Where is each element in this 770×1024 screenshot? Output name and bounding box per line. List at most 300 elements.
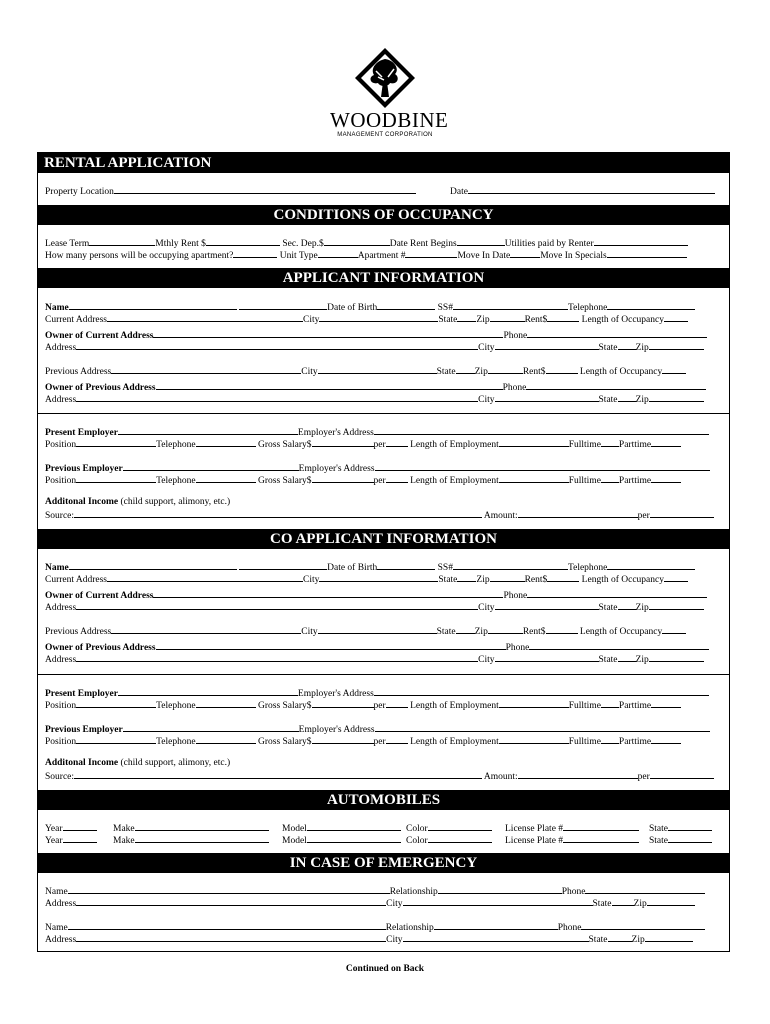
state-field[interactable]	[457, 312, 476, 322]
fulltime-label: Fulltime	[568, 737, 601, 747]
employers-address-field[interactable]	[374, 686, 709, 696]
city-field[interactable]	[318, 624, 437, 634]
model-field[interactable]	[307, 821, 401, 831]
city-field[interactable]	[495, 340, 599, 350]
per-label: per	[637, 772, 650, 782]
per-label: per	[373, 440, 386, 450]
fulltime-label: Fulltime	[568, 440, 601, 450]
gross-salary-field[interactable]	[312, 734, 374, 744]
fulltime-field[interactable]	[601, 437, 619, 447]
telephone-field[interactable]	[196, 698, 256, 708]
city-label: City	[303, 575, 320, 585]
utilities-label: Utilities paid by Renter	[504, 239, 594, 249]
additional-income-label: Additonal Income	[45, 497, 119, 507]
make-field[interactable]	[135, 833, 269, 843]
city-field[interactable]	[495, 392, 599, 402]
zip-label: Zip	[635, 343, 649, 353]
zip-label: Zip	[474, 367, 488, 377]
additional-income-label: Additonal Income	[45, 758, 119, 768]
city-label: City	[478, 343, 495, 353]
parttime-field[interactable]	[651, 734, 681, 744]
applicant-previous-address-row	[45, 364, 725, 378]
relationship-field[interactable]	[438, 884, 562, 894]
address-label: Address	[45, 899, 77, 909]
gross-salary-field[interactable]	[312, 437, 374, 447]
year-field[interactable]	[63, 821, 97, 831]
fulltime-field[interactable]	[601, 473, 619, 483]
emergency-title: IN CASE OF EMERGENCY	[289, 855, 478, 871]
gross-salary-label: Gross Salary$	[257, 476, 312, 486]
telephone-label: Telephone	[156, 701, 196, 711]
present-employer-field[interactable]	[118, 686, 298, 696]
additional-income-note: (child support, alimony, etc.)	[120, 497, 231, 507]
city-label: City	[301, 367, 318, 377]
previous-address-field[interactable]	[111, 364, 301, 374]
owner-previous-field[interactable]	[156, 380, 503, 390]
applicant-current-address-row	[45, 312, 725, 326]
telephone-label: Telephone	[156, 476, 196, 486]
length-occupancy-label: Length of Occupancy	[581, 315, 664, 325]
telephone-field[interactable]	[196, 734, 256, 744]
state-field[interactable]	[618, 392, 636, 402]
zip-label: Zip	[635, 603, 649, 613]
phone-label: Phone	[503, 331, 528, 341]
owner-current-field[interactable]	[153, 588, 503, 598]
length-occupancy-field[interactable]	[662, 624, 686, 634]
tree-emblem-icon	[354, 47, 416, 109]
rent-label: Rent$	[522, 367, 546, 377]
city-field[interactable]	[495, 600, 599, 610]
sec-dep-label: Sec. Dep.$	[282, 239, 324, 249]
per-field[interactable]	[386, 437, 408, 447]
state-field[interactable]	[618, 600, 636, 610]
zip-label: Zip	[474, 627, 488, 637]
coapplicant-previous-owner-address-row	[45, 652, 725, 666]
model-label: Model	[282, 824, 307, 834]
make-label: Make	[113, 836, 135, 846]
telephone-field[interactable]	[196, 437, 256, 447]
dob-label: Date of Birth	[327, 303, 378, 313]
owner-previous-label: Owner of Previous Address	[45, 383, 156, 393]
phone-label: Phone	[561, 887, 586, 897]
length-employment-field[interactable]	[499, 734, 569, 744]
date-rent-begins-label: Date Rent Begins	[389, 239, 457, 249]
utilities-field[interactable]	[594, 236, 688, 246]
length-occupancy-field[interactable]	[664, 312, 688, 322]
telephone-field[interactable]	[196, 473, 256, 483]
automobiles-title: AUTOMOBILES	[326, 792, 441, 808]
previous-address-label: Previous Address	[45, 627, 112, 637]
position-field[interactable]	[76, 473, 156, 483]
state-label: State	[598, 603, 618, 613]
conditions-row-2	[45, 248, 725, 262]
gross-salary-label: Gross Salary$	[257, 737, 312, 747]
relationship-field[interactable]	[434, 920, 558, 930]
zip-field[interactable]	[645, 932, 693, 942]
zip-field[interactable]	[490, 572, 525, 582]
state-label: State	[649, 824, 668, 834]
present-employer-field[interactable]	[118, 425, 298, 435]
rental-application-header	[38, 153, 729, 173]
emergency-2-address-row	[45, 932, 725, 946]
color-field[interactable]	[428, 821, 492, 831]
zip-label: Zip	[635, 395, 649, 405]
employers-address-field[interactable]	[375, 461, 710, 471]
length-employment-label: Length of Employment	[410, 476, 499, 486]
apartment-field[interactable]	[405, 248, 457, 258]
parttime-field[interactable]	[651, 437, 681, 447]
previous-employer-label: Previous Employer	[45, 464, 123, 474]
color-label: Color	[406, 836, 428, 846]
amount-field[interactable]	[518, 508, 638, 518]
state-field[interactable]	[456, 624, 475, 634]
gross-salary-label: Gross Salary$	[257, 440, 312, 450]
phone-label: Phone	[503, 591, 528, 601]
city-label: City	[478, 603, 495, 613]
license-plate-label: License Plate #	[505, 824, 564, 834]
rental-application-title: RENTAL APPLICATION	[44, 155, 212, 171]
state-field[interactable]	[457, 572, 476, 582]
employers-address-label: Employer's Address	[297, 689, 374, 699]
source-label: Source:	[45, 511, 75, 521]
position-field[interactable]	[76, 734, 156, 744]
telephone-label: Telephone	[567, 563, 608, 573]
property-location-field[interactable]	[114, 184, 416, 194]
company-logo	[330, 47, 449, 149]
applicant-previous-owner-address-row	[45, 392, 725, 406]
mthly-rent-label: Mthly Rent $	[155, 239, 206, 249]
city-field[interactable]	[403, 896, 593, 906]
state-field[interactable]	[608, 932, 632, 942]
section-divider	[38, 674, 729, 675]
date-rent-begins-field[interactable]	[457, 236, 505, 246]
position-label: Position	[45, 476, 77, 486]
fulltime-field[interactable]	[601, 698, 619, 708]
state-field[interactable]	[618, 652, 636, 662]
relationship-label: Relationship	[389, 887, 438, 897]
owner-previous-label: Owner of Previous Address	[45, 643, 156, 653]
state-label: State	[598, 395, 618, 405]
rent-field[interactable]	[546, 624, 578, 634]
name-field[interactable]	[68, 920, 386, 930]
move-in-specials-label: Move In Specials	[540, 251, 607, 261]
length-occupancy-label: Length of Occupancy	[581, 575, 664, 585]
applicant-additional-income-row	[45, 496, 725, 508]
rent-field[interactable]	[547, 572, 579, 582]
state-label: State	[598, 655, 618, 665]
parttime-label: Parttime	[618, 440, 652, 450]
how-many-field[interactable]	[233, 248, 277, 258]
address-field[interactable]	[76, 600, 478, 610]
name-field[interactable]	[69, 300, 237, 310]
section-divider	[38, 413, 729, 414]
source-label: Source:	[45, 772, 75, 782]
telephone-label: Telephone	[156, 737, 196, 747]
city-label: City	[303, 315, 320, 325]
ss-field[interactable]	[453, 560, 568, 570]
per-label: per	[373, 737, 386, 747]
color-field[interactable]	[428, 833, 492, 843]
parttime-field[interactable]	[651, 698, 681, 708]
state-label: State	[436, 367, 456, 377]
date-field[interactable]	[468, 184, 715, 194]
state-label: State	[588, 935, 608, 945]
previous-address-field[interactable]	[111, 624, 301, 634]
state-label: State	[592, 899, 612, 909]
zip-field[interactable]	[647, 896, 695, 906]
move-in-date-field[interactable]	[510, 248, 540, 258]
address-label: Address	[45, 655, 77, 665]
name-field[interactable]	[69, 560, 237, 570]
emergency-header	[38, 853, 729, 873]
length-occupancy-label: Length of Occupancy	[579, 627, 663, 637]
address-field[interactable]	[76, 896, 386, 906]
apartment-label: Apartment #	[357, 251, 406, 261]
phone-field[interactable]	[585, 884, 705, 894]
zip-label: Zip	[633, 899, 647, 909]
employers-address-label: Employer's Address	[297, 428, 374, 438]
fulltime-field[interactable]	[601, 734, 619, 744]
current-address-field[interactable]	[107, 312, 303, 322]
property-location-label: Property Location	[45, 187, 114, 197]
per-field[interactable]	[386, 473, 408, 483]
parttime-field[interactable]	[651, 473, 681, 483]
applicant-position-row	[45, 437, 725, 451]
automobiles-header	[38, 790, 729, 810]
state-field[interactable]	[456, 364, 475, 374]
dob-field[interactable]	[377, 300, 435, 310]
state-label: State	[649, 836, 668, 846]
previous-address-label: Previous Address	[45, 367, 112, 377]
state-label: State	[598, 343, 618, 353]
previous-employer-field[interactable]	[123, 461, 299, 471]
city-field[interactable]	[403, 932, 589, 942]
length-employment-field[interactable]	[499, 698, 569, 708]
state-field[interactable]	[612, 896, 634, 906]
employers-address-label: Employer's Address	[298, 464, 375, 474]
amount-label: Amount:	[483, 772, 518, 782]
color-label: Color	[406, 824, 428, 834]
address-label: Address	[45, 395, 77, 405]
source-field[interactable]	[74, 508, 482, 518]
phone-field[interactable]	[581, 920, 705, 930]
gross-salary-field[interactable]	[312, 698, 374, 708]
owner-current-field[interactable]	[153, 328, 503, 338]
city-field[interactable]	[319, 312, 438, 322]
parttime-label: Parttime	[618, 476, 652, 486]
amount-field[interactable]	[518, 769, 638, 779]
coapplicant-owner-address-row	[45, 600, 725, 614]
city-label: City	[478, 395, 495, 405]
phone-field[interactable]	[527, 588, 707, 598]
city-field[interactable]	[319, 572, 438, 582]
per-field[interactable]	[650, 508, 714, 518]
applicant-header	[38, 268, 729, 288]
make-label: Make	[113, 824, 135, 834]
length-occupancy-field[interactable]	[664, 572, 688, 582]
coapplicant-previous-position-row	[45, 734, 725, 748]
rent-label: Rent$	[524, 315, 548, 325]
position-label: Position	[45, 440, 77, 450]
year-label: Year	[45, 824, 63, 834]
rent-label: Rent$	[522, 627, 546, 637]
license-plate-field[interactable]	[563, 821, 639, 831]
telephone-field[interactable]	[607, 560, 695, 570]
dob-field[interactable]	[377, 560, 435, 570]
mthly-rent-field[interactable]	[206, 236, 280, 246]
per-label: per	[373, 476, 386, 486]
length-employment-field[interactable]	[499, 437, 569, 447]
make-field[interactable]	[135, 821, 269, 831]
telephone-field[interactable]	[607, 300, 695, 310]
current-address-label: Current Address	[45, 575, 108, 585]
rent-field[interactable]	[547, 312, 579, 322]
city-field[interactable]	[318, 364, 437, 374]
owner-previous-field[interactable]	[156, 640, 506, 650]
phone-label: Phone	[502, 383, 527, 393]
name-label: Name	[45, 887, 68, 897]
address-field[interactable]	[76, 340, 478, 350]
logo-subtitle: MANAGEMENT CORPORATION	[337, 132, 433, 138]
employers-address-field[interactable]	[374, 425, 709, 435]
relationship-label: Relationship	[385, 923, 434, 933]
applicant-owner-address-row	[45, 340, 725, 354]
zip-label: Zip	[476, 315, 490, 325]
unit-type-label: Unit Type	[279, 251, 318, 261]
fulltime-label: Fulltime	[568, 701, 601, 711]
state-field[interactable]	[618, 340, 636, 350]
coapplicant-title: CO APPLICANT INFORMATION	[270, 531, 497, 547]
rent-field[interactable]	[546, 364, 578, 374]
zip-field[interactable]	[649, 340, 704, 350]
zip-field[interactable]	[488, 364, 523, 374]
phone-label: Phone	[505, 643, 530, 653]
property-row	[45, 184, 725, 198]
zip-label: Zip	[631, 935, 645, 945]
move-in-specials-field[interactable]	[607, 248, 687, 258]
coapplicant-source-row	[45, 769, 725, 783]
coapplicant-position-row	[45, 698, 725, 712]
address-field[interactable]	[76, 392, 478, 402]
ss-label: SS#	[437, 303, 453, 313]
position-label: Position	[45, 701, 77, 711]
city-label: City	[386, 935, 403, 945]
coapplicant-additional-income-row	[45, 757, 725, 769]
current-address-label: Current Address	[45, 315, 108, 325]
ss-label: SS#	[437, 563, 453, 573]
current-address-field[interactable]	[107, 572, 303, 582]
length-employment-label: Length of Employment	[410, 701, 499, 711]
phone-field[interactable]	[527, 328, 707, 338]
logo-brand-text: WOODBINE	[330, 108, 449, 132]
city-label: City	[386, 899, 403, 909]
additional-income-note: (child support, alimony, etc.)	[120, 758, 231, 768]
zip-field[interactable]	[649, 600, 704, 610]
city-label: City	[478, 655, 495, 665]
state-label: State	[438, 575, 458, 585]
address-field[interactable]	[76, 652, 478, 662]
name-label: Name	[45, 923, 68, 933]
lease-term-field[interactable]	[89, 236, 155, 246]
position-field[interactable]	[76, 698, 156, 708]
state-field[interactable]	[668, 833, 712, 843]
per-label: per	[373, 701, 386, 711]
per-field[interactable]	[386, 698, 408, 708]
continued-on-back: Continued on Back	[345, 964, 425, 974]
year-field[interactable]	[63, 833, 97, 843]
employers-address-label: Employer's Address	[298, 725, 375, 735]
owner-current-label: Owner of Current Address	[45, 331, 154, 341]
applicant-source-row	[45, 508, 725, 522]
conditions-header	[38, 205, 729, 225]
how-many-label: How many persons will be occupying apartment?	[45, 251, 234, 261]
length-employment-label: Length of Employment	[410, 737, 499, 747]
lease-term-label: Lease Term	[45, 239, 90, 249]
rental-application-form	[37, 152, 730, 952]
date-label: Date	[450, 187, 468, 197]
state-field[interactable]	[668, 821, 712, 831]
state-label: State	[438, 315, 458, 325]
present-employer-label: Present Employer	[45, 689, 118, 699]
move-in-date-label: Move In Date	[457, 251, 511, 261]
phone-field[interactable]	[526, 380, 706, 390]
employers-address-field[interactable]	[375, 722, 710, 732]
license-plate-field[interactable]	[563, 833, 639, 843]
gross-salary-field[interactable]	[312, 473, 374, 483]
name-field-2[interactable]	[239, 560, 327, 570]
phone-field[interactable]	[529, 640, 709, 650]
coapplicant-current-address-row	[45, 572, 725, 586]
address-label: Address	[45, 343, 77, 353]
previous-employer-field[interactable]	[123, 722, 299, 732]
parttime-label: Parttime	[618, 737, 652, 747]
unit-type-field[interactable]	[318, 248, 358, 258]
name-field[interactable]	[68, 884, 390, 894]
name-label: Name	[45, 303, 69, 313]
zip-field[interactable]	[649, 652, 704, 662]
per-label: per	[637, 511, 650, 521]
position-field[interactable]	[76, 437, 156, 447]
telephone-label: Telephone	[567, 303, 608, 313]
zip-field[interactable]	[649, 392, 704, 402]
model-field[interactable]	[307, 833, 401, 843]
sec-dep-field[interactable]	[324, 236, 390, 246]
address-field[interactable]	[76, 932, 386, 942]
length-employment-label: Length of Employment	[410, 440, 499, 450]
name-field-2[interactable]	[239, 300, 327, 310]
year-label: Year	[45, 836, 63, 846]
ss-field[interactable]	[453, 300, 568, 310]
city-field[interactable]	[495, 652, 599, 662]
source-field[interactable]	[74, 769, 482, 779]
position-label: Position	[45, 737, 77, 747]
city-label: City	[301, 627, 318, 637]
zip-field[interactable]	[490, 312, 525, 322]
coapplicant-previous-address-row	[45, 624, 725, 638]
license-plate-label: License Plate #	[505, 836, 564, 846]
length-occupancy-field[interactable]	[662, 364, 686, 374]
address-label: Address	[45, 935, 77, 945]
parttime-label: Parttime	[618, 701, 652, 711]
per-field[interactable]	[386, 734, 408, 744]
length-employment-field[interactable]	[499, 473, 569, 483]
per-field[interactable]	[650, 769, 714, 779]
fulltime-label: Fulltime	[568, 476, 601, 486]
name-label: Name	[45, 563, 69, 573]
automobile-row-2	[45, 833, 725, 847]
owner-current-label: Owner of Current Address	[45, 591, 154, 601]
zip-field[interactable]	[488, 624, 523, 634]
